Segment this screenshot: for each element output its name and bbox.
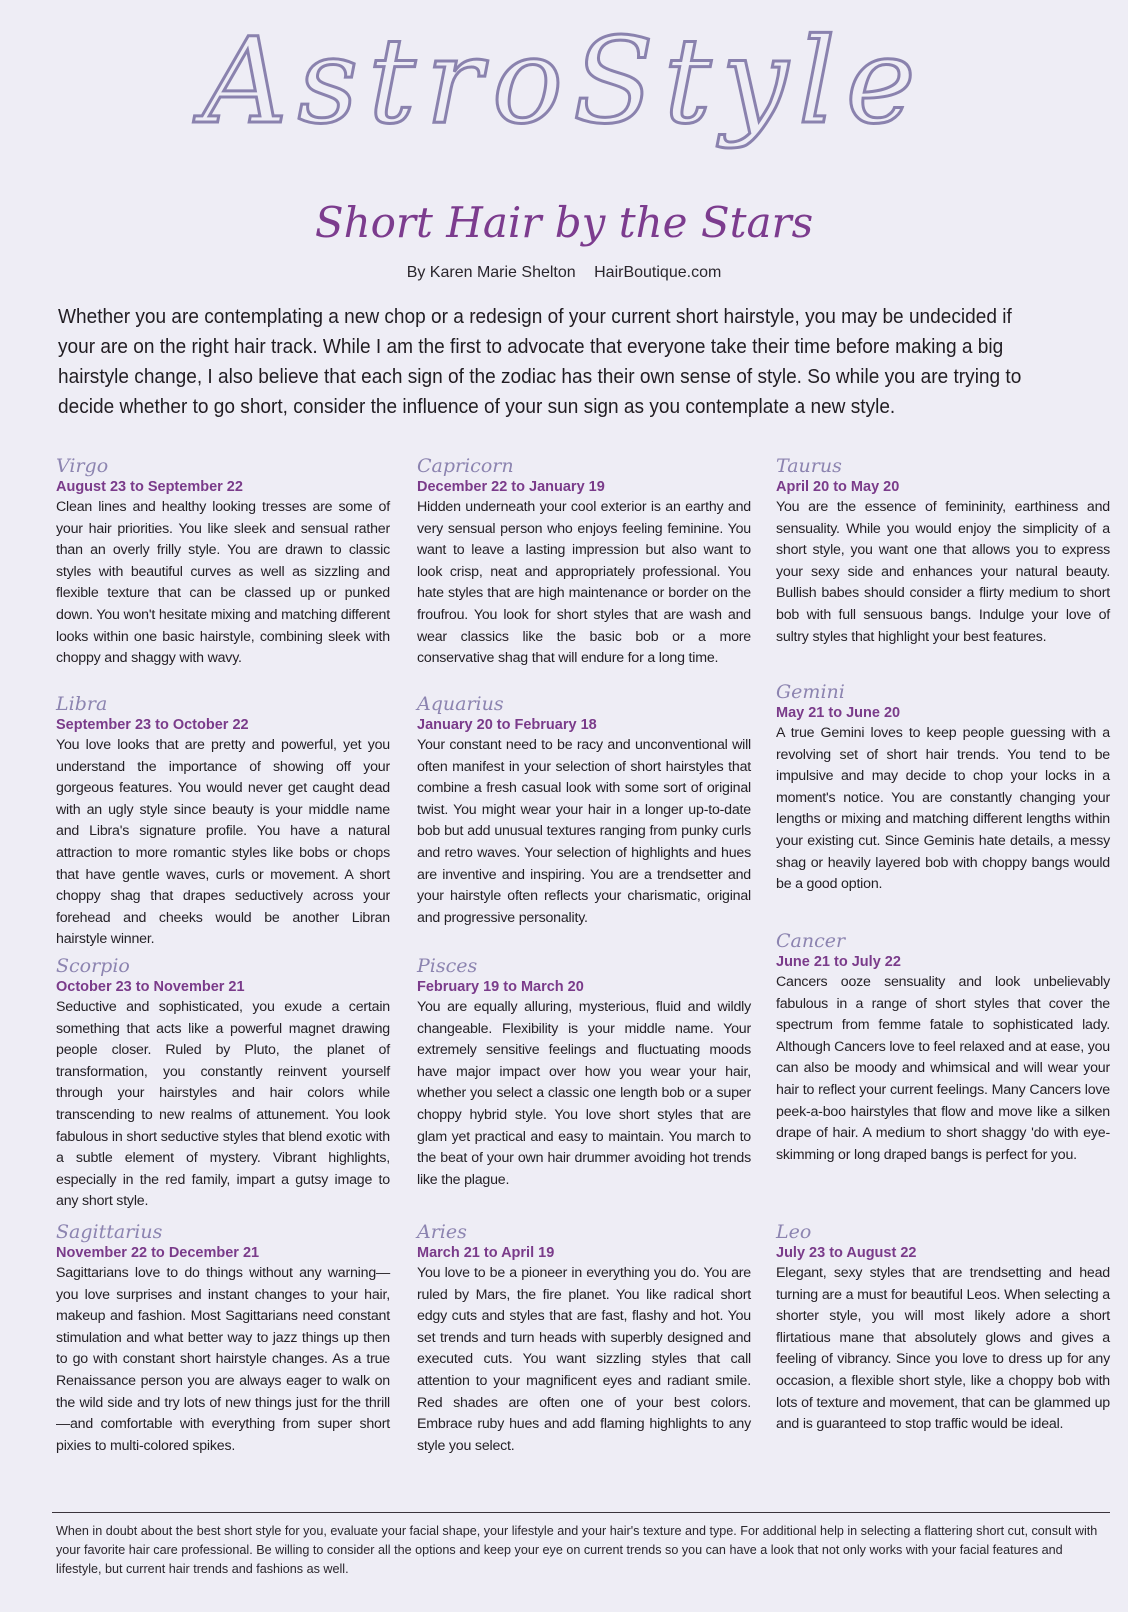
sign-dates: November 22 to December 21 bbox=[56, 1245, 260, 1261]
sign-dates: April 20 to May 20 bbox=[776, 479, 900, 495]
sign-text: Your constant need to be racy and unconventional will often manifest in your selection of short hairstyles that combine a fresh casual look with some sort of original twist. You might wear your hair in a longer up-to-date bob but add unusual textures ranging from punky curls and retro waves. Your selection of highlights and hues are inventive and inspiring. You are a trendsetter and your hairstyle often reflects your charismatic, original and progressive personality. bbox=[417, 737, 751, 926]
sign-name: Scorpio bbox=[56, 955, 130, 977]
sign-name: Gemini bbox=[776, 681, 845, 703]
sign-name: Leo bbox=[776, 1221, 812, 1243]
sign-text: Seductive and sophisticated, you exude a certain something that acts like a powerful magnet drawing people closer. Ruled by Pluto, the planet of transformation, you constantly reinvent yourself through your hairstyles and hair colors while transcending to new realms of attunement. You look fabulous in short seductive styles that blend exotic with a subtle element of mystery. Vibrant highlights, especially in the red family, impart a gutsy image to any short style. bbox=[56, 999, 390, 1210]
sign-text: You love looks that are pretty and powerful, yet you understand the importance of showing off your gorgeous features. You would never get caught dead with an ugly style since beauty is your middle name and Libra's signature profile. You have a natural attraction to more romantic styles like bobs or chops that have gentle waves, curls or movement. A short choppy shag that drapes seductively across your forehead and cheeks would be another Libran hairstyle winner. bbox=[56, 737, 390, 948]
sign-aries bbox=[417, 1221, 751, 1457]
byline-site: HairBoutique.com bbox=[594, 264, 722, 281]
column-right bbox=[776, 455, 1110, 1436]
sign-name: Cancer bbox=[776, 930, 846, 952]
page-title: AstroStyle bbox=[202, 12, 926, 150]
sign-libra bbox=[56, 693, 390, 955]
sign-name: Taurus bbox=[776, 455, 842, 477]
sign-dates: July 23 to August 22 bbox=[776, 1245, 917, 1261]
sign-capricorn bbox=[417, 455, 751, 693]
sign-dates: January 20 to February 18 bbox=[417, 717, 597, 733]
footer-divider bbox=[52, 1512, 1110, 1513]
sign-dates: February 19 to March 20 bbox=[417, 979, 584, 995]
sign-dates: December 22 to January 19 bbox=[417, 479, 605, 495]
sign-scorpio bbox=[56, 955, 390, 1221]
sign-name: Pisces bbox=[417, 955, 478, 977]
sign-text: Clean lines and healthy looking tresses are some of your hair priorities. You like sleek and sensual rather than an overly frilly style. You are drawn to classic styles with beautiful curves as well as sizzling and flexible texture that can be classed up or punked down. You won't hesitate mixing and matching different looks within one basic hairstyle, combining sleek with choppy and shaggy with wavy. bbox=[56, 499, 390, 667]
sign-leo bbox=[776, 1221, 1110, 1436]
sign-name: Virgo bbox=[56, 455, 109, 477]
sign-name: Capricorn bbox=[417, 455, 514, 477]
sign-aquarius bbox=[417, 693, 751, 955]
sign-text: Cancers ooze sensuality and look unbelievably fabulous in a range of short styles that cover the spectrum from femme fatale to sophisticated lady. Although Cancers love to feel relaxed and at ease, you can also be moody and whimsical and will wear your hair to reflect your current feelings. Many Cancers love peek-a-boo hairstyles that flow and move like a silken drape of hair. A medium to short shaggy 'do with eye-skimming or long draped bangs is perfect for you. bbox=[776, 974, 1110, 1163]
sign-pisces bbox=[417, 955, 751, 1221]
sign-text: You love to be a pioneer in everything you do. You are ruled by Mars, the fire planet. You like radical short edgy cuts and styles that are fast, flashy and hot. You set trends and turn heads with superbly designed and executed cuts. You want sizzling styles that call attention to your magnificent eyes and radiant smile. Red shades are often one of your best colors. Embrace ruby hues and add flaming highlights to any style you select. bbox=[417, 1265, 751, 1454]
sign-text: You are equally alluring, mysterious, fluid and wildly changeable. Flexibility is your middle name. Your extremely sensitive feelings and fluctuating moods have major impact over how you wear your hair, whether you select a classic one length bob or a super choppy hybrid style. You love short styles that are glam yet practical and easy to maintain. You march to the beat of your own hair drummer avoiding hot trends like the plague. bbox=[417, 999, 751, 1188]
sign-name: Aquarius bbox=[417, 693, 504, 715]
sign-text: Hidden underneath your cool exterior is an earthy and very sensual person who enjoys feeling feminine. You want to leave a lasting impression but also want to look crisp, neat and appropriately professional. You hate styles that are high maintenance or border on the froufrou. You look for short styles that are wash and wear classics like the basic bob or a more conservative shag that will endure for a long time. bbox=[417, 499, 751, 667]
column-middle bbox=[417, 455, 751, 1457]
intro-paragraph: Whether you are contemplating a new chop or a redesign of your current short hairstyle, you may be undecided if your are on the right hair track. While I am the first to advocate that everyone take their time before making a big hairstyle change, I also believe that each sign of the zodiac has their own sense of style. So while you are trying to decide whether to go short, consider the influence of your sun sign as you contemplate a new style. bbox=[58, 305, 1022, 418]
sign-dates: March 21 to April 19 bbox=[417, 1245, 555, 1261]
sign-sagittarius bbox=[56, 1221, 390, 1457]
byline-author: By Karen Marie Shelton bbox=[406, 264, 576, 281]
sign-name: Sagittarius bbox=[56, 1221, 163, 1243]
sign-cancer bbox=[776, 930, 1110, 1221]
sign-dates: June 21 to July 22 bbox=[776, 954, 901, 970]
column-left bbox=[56, 455, 390, 1457]
sign-text: Elegant, sexy styles that are trendsetting and head turning are a must for beautiful Leos. When selecting a shorter style, you will most likely adore a short flirtatious mane that absolutely glows and gives a feeling of vibrancy. Since you love to dress up for any occasion, a flexible short style, like a choppy bob with lots of texture and movement, that can be glammed up and is guaranteed to stop traffic would be ideal. bbox=[776, 1265, 1110, 1433]
sign-virgo bbox=[56, 455, 390, 693]
sign-name: Aries bbox=[417, 1221, 467, 1243]
sign-text: You are the essence of femininity, earthiness and sensuality. While you would enjoy the simplicity of a short style, you want one that allows you to express your sexy side and enhances your natural beauty. Bullish babes should consider a flirty medium to short bob with full sensuous bangs. Indulge your love of sultry styles that highlight your best features. bbox=[776, 499, 1110, 645]
sign-gemini bbox=[776, 681, 1110, 930]
sign-dates: October 23 to November 21 bbox=[56, 979, 245, 995]
sign-text: A true Gemini loves to keep people guessing with a revolving set of short hair trends. You tend to be impulsive and may decide to chop your locks in a moment's notice. You are constantly changing your lengths or mixing and matching different lengths within your existing cut. Since Geminis hate details, a messy shag or heavily layered bob with choppy bangs would be a good option. bbox=[776, 725, 1110, 893]
sign-name: Libra bbox=[56, 693, 108, 715]
page-subtitle: Short Hair by the Stars bbox=[314, 198, 814, 247]
sign-dates: May 21 to June 20 bbox=[776, 705, 901, 721]
sign-taurus bbox=[776, 455, 1110, 681]
sign-dates: August 23 to September 22 bbox=[56, 479, 243, 495]
sign-text: Sagittarians love to do things without any warning—you love surprises and instant changes to your hair, makeup and fashion. Most Sagittarians need constant stimulation and what better way to jazz things up then to go with constant short hairstyle changes. As a true Renaissance person you are always eager to walk on the wild side and try lots of new things just for the thrill—and comfortable with everything from super short pixies to multi-colored spikes. bbox=[56, 1265, 390, 1454]
byline bbox=[0, 264, 1128, 282]
sign-dates: September 23 to October 22 bbox=[56, 717, 249, 733]
footer-note: When in doubt about the best short style for you, evaluate your facial shape, your lifestyle and your hair's texture and type. For additional help in selecting a flattering short cut, consult with your favorite hair care professional. Be willing to consider all the options and keep your eye on current trends so you can have a look that not only works with your facial features and lifestyle, but current hair trends and fashions as well. bbox=[56, 1524, 1098, 1576]
